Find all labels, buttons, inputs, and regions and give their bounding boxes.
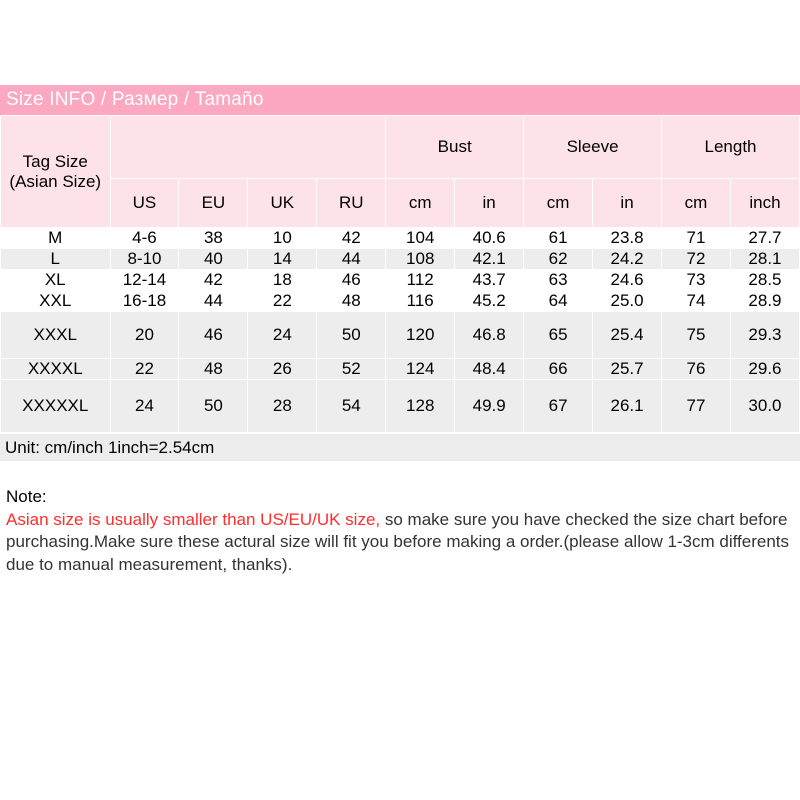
cell-tag: XL [1,270,111,291]
cell-uk: 28 [248,380,317,433]
cell-sleeve-in: 23.8 [593,228,662,249]
cell-bust-cm: 120 [386,312,455,359]
cell-bust-in: 49.9 [455,380,524,433]
cell-bust-in: 48.4 [455,359,524,380]
header-tag-size: Tag Size (Asian Size) [1,116,111,228]
cell-bust-cm: 112 [386,270,455,291]
cell-ru: 44 [317,249,386,270]
header-bust-cm: cm [386,179,455,228]
cell-uk: 22 [248,291,317,312]
cell-tag: XXL [1,291,111,312]
cell-uk: 26 [248,359,317,380]
header-standards-blank [110,116,386,179]
header-ru: RU [317,179,386,228]
table-row [1,359,800,380]
note-block [0,461,800,576]
cell-sleeve-cm: 62 [524,249,593,270]
cell-sleeve-in: 25.0 [593,291,662,312]
cell-ru: 48 [317,291,386,312]
cell-us: 4-6 [110,228,179,249]
table-sub-header-row [1,179,800,228]
cell-length-cm: 76 [662,359,731,380]
cell-bust-in: 45.2 [455,291,524,312]
cell-us: 8-10 [110,249,179,270]
cell-bust-in: 46.8 [455,312,524,359]
cell-us: 20 [110,312,179,359]
unit-note-text: Unit: cm/inch 1inch=2.54cm [5,437,215,457]
size-chart-sheet [0,85,800,576]
table-row [1,270,800,291]
cell-uk: 18 [248,270,317,291]
table-row [1,249,800,270]
cell-sleeve-in: 24.2 [593,249,662,270]
cell-eu: 44 [179,291,248,312]
note-body [6,509,794,576]
cell-us: 12-14 [110,270,179,291]
cell-us: 24 [110,380,179,433]
cell-length-in: 28.5 [730,270,799,291]
cell-tag: XXXXXL [1,380,111,433]
cell-bust-cm: 128 [386,380,455,433]
cell-bust-cm: 116 [386,291,455,312]
cell-length-in: 29.3 [730,312,799,359]
cell-uk: 10 [248,228,317,249]
cell-eu: 42 [179,270,248,291]
cell-us: 16-18 [110,291,179,312]
header-length: Length [662,116,800,179]
cell-ru: 52 [317,359,386,380]
cell-length-in: 28.1 [730,249,799,270]
cell-eu: 48 [179,359,248,380]
table-row [1,380,800,433]
cell-eu: 40 [179,249,248,270]
cell-length-in: 28.9 [730,291,799,312]
header-sleeve-cm: cm [524,179,593,228]
cell-uk: 14 [248,249,317,270]
cell-us: 22 [110,359,179,380]
header-eu: EU [179,179,248,228]
size-info-title: Size INFO / Размер / Tamaño [6,89,264,110]
cell-length-cm: 74 [662,291,731,312]
cell-bust-cm: 108 [386,249,455,270]
cell-length-cm: 73 [662,270,731,291]
cell-ru: 46 [317,270,386,291]
cell-bust-in: 43.7 [455,270,524,291]
cell-length-in: 27.7 [730,228,799,249]
cell-tag: L [1,249,111,270]
header-length-cm: cm [662,179,731,228]
cell-sleeve-cm: 61 [524,228,593,249]
cell-eu: 46 [179,312,248,359]
note-detail-text: so make sure you have checked the size chart before purchasing.Make sure these actural size will fit you before making a order.(please allow 1-3cm differents due to manual measurement, thanks). [6,510,790,574]
header-bust: Bust [386,116,524,179]
table-row [1,312,800,359]
cell-length-in: 30.0 [730,380,799,433]
cell-length-cm: 72 [662,249,731,270]
cell-length-in: 29.6 [730,359,799,380]
cell-sleeve-in: 25.4 [593,312,662,359]
cell-sleeve-cm: 63 [524,270,593,291]
cell-ru: 42 [317,228,386,249]
cell-sleeve-cm: 64 [524,291,593,312]
cell-bust-in: 42.1 [455,249,524,270]
note-label: Note: [6,487,47,506]
cell-sleeve-in: 26.1 [593,380,662,433]
cell-tag: M [1,228,111,249]
cell-bust-cm: 124 [386,359,455,380]
cell-length-cm: 71 [662,228,731,249]
cell-ru: 50 [317,312,386,359]
table-row [1,291,800,312]
note-warning-text: Asian size is usually smaller than US/EU/UK size, [6,510,381,529]
unit-note-row [0,433,800,461]
cell-sleeve-in: 24.6 [593,270,662,291]
size-info-title-bar [0,85,800,115]
table-group-header-row [1,116,800,179]
header-bust-in: in [455,179,524,228]
header-sleeve-in: in [593,179,662,228]
cell-bust-in: 40.6 [455,228,524,249]
cell-sleeve-cm: 65 [524,312,593,359]
size-table [0,115,800,433]
header-length-in: inch [730,179,799,228]
cell-uk: 24 [248,312,317,359]
cell-sleeve-cm: 66 [524,359,593,380]
cell-ru: 54 [317,380,386,433]
cell-bust-cm: 104 [386,228,455,249]
cell-eu: 38 [179,228,248,249]
header-sleeve: Sleeve [524,116,662,179]
table-row [1,228,800,249]
cell-tag: XXXL [1,312,111,359]
header-us: US [110,179,179,228]
cell-length-cm: 77 [662,380,731,433]
header-uk: UK [248,179,317,228]
cell-sleeve-cm: 67 [524,380,593,433]
cell-sleeve-in: 25.7 [593,359,662,380]
cell-length-cm: 75 [662,312,731,359]
cell-eu: 50 [179,380,248,433]
cell-tag: XXXXL [1,359,111,380]
